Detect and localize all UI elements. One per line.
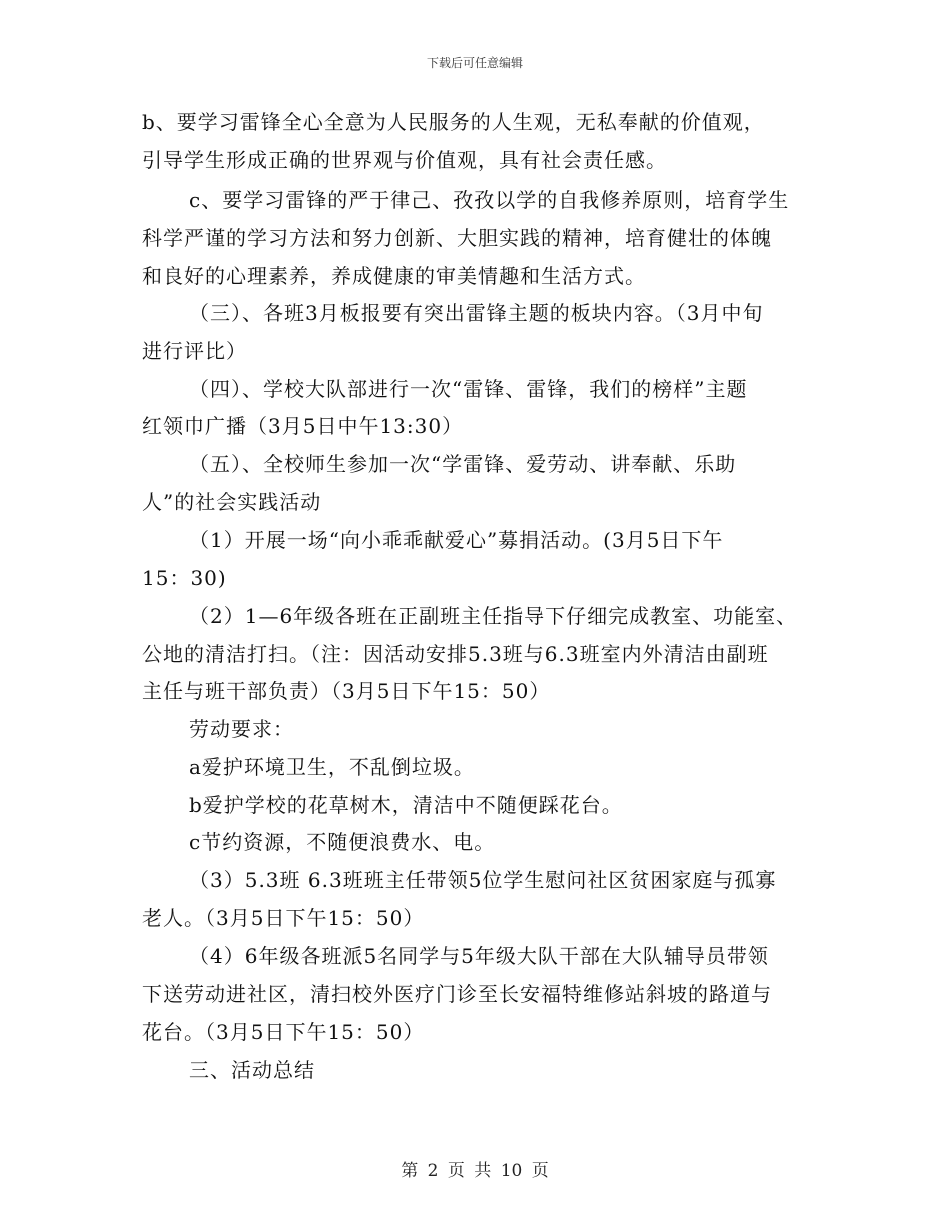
paragraph-line: 15：30) bbox=[142, 566, 227, 590]
paragraph-line: （2）1—6年级各班在正副班主任指导下仔细完成教室、功能室、 bbox=[189, 604, 798, 628]
paragraph-line: 红领巾广播（3月5日中午13:30） bbox=[142, 414, 464, 438]
paragraph-line: b、要学习雷锋全心全意为人民服务的人生观，无私奉献的价值观， bbox=[142, 110, 765, 134]
paragraph-line: c、要学习雷锋的严于律己、孜孜以学的自我修养原则，培育学生 bbox=[189, 188, 790, 212]
paragraph-line: 引导学生形成正确的世界观与价值观，具有社会责任感。 bbox=[142, 148, 667, 172]
paragraph-line: 花台。（3月5日下午15：50） bbox=[142, 1020, 425, 1044]
paragraph-line: 和良好的心理素养，养成健康的审美情趣和生活方式。 bbox=[142, 264, 646, 288]
page-number: 第 2 页 共 10 页 bbox=[401, 1161, 549, 1181]
page-header: 下载后可任意编辑 bbox=[426, 56, 523, 70]
paragraph-line: （三）、各班3月板报要有突出雷锋主题的板块内容。（3月中旬 bbox=[189, 301, 764, 325]
paragraph-line: 科学严谨的学习方法和努力创新、大胆实践的精神，培育健壮的体魄 bbox=[142, 226, 772, 250]
paragraph-line: 人”的社会实践活动 bbox=[142, 490, 322, 514]
paragraph-line: 老人。（3月5日下午15：50） bbox=[142, 906, 425, 930]
section-heading: 三、活动总结 bbox=[189, 1058, 315, 1082]
paragraph-line: 下送劳动进社区，清扫校外医疗门诊至长安福特维修站斜坡的路道与 bbox=[142, 982, 772, 1006]
paragraph-line: c节约资源，不随便浪费水、电。 bbox=[189, 830, 496, 854]
paragraph-line: （四）、学校大队部进行一次“雷锋、雷锋，我们的榜样”主题 bbox=[189, 377, 748, 401]
paragraph-line: b爱护学校的花草树木，清洁中不随便踩花台。 bbox=[189, 793, 623, 817]
paragraph-line: （1）开展一场“向小乖乖献爱心”募捐活动。(3月5日下午 bbox=[189, 528, 724, 552]
paragraph-line: （3）5.3班 6.3班班主任带领5位学生慰问社区贫困家庭与孤寡 bbox=[189, 868, 777, 892]
paragraph-line: a爱护环境卫生，不乱倒垃圾。 bbox=[189, 755, 475, 779]
paragraph-line: （五）、全校师生参加一次“学雷锋、爱劳动、讲奉献、乐助 bbox=[189, 452, 737, 476]
paragraph-line: 进行评比） bbox=[142, 339, 247, 363]
paragraph-line: 公地的清洁打扫。（注：因活动安排5.3班与6.3班室内外清洁由副班 bbox=[142, 642, 769, 666]
paragraph-line: 主任与班干部负责）（3月5日下午15：50） bbox=[142, 679, 551, 703]
paragraph-line: （4）6年级各班派5名同学与5年级大队干部在大队辅导员带领 bbox=[189, 944, 769, 968]
paragraph-line: 劳动要求： bbox=[189, 717, 294, 741]
